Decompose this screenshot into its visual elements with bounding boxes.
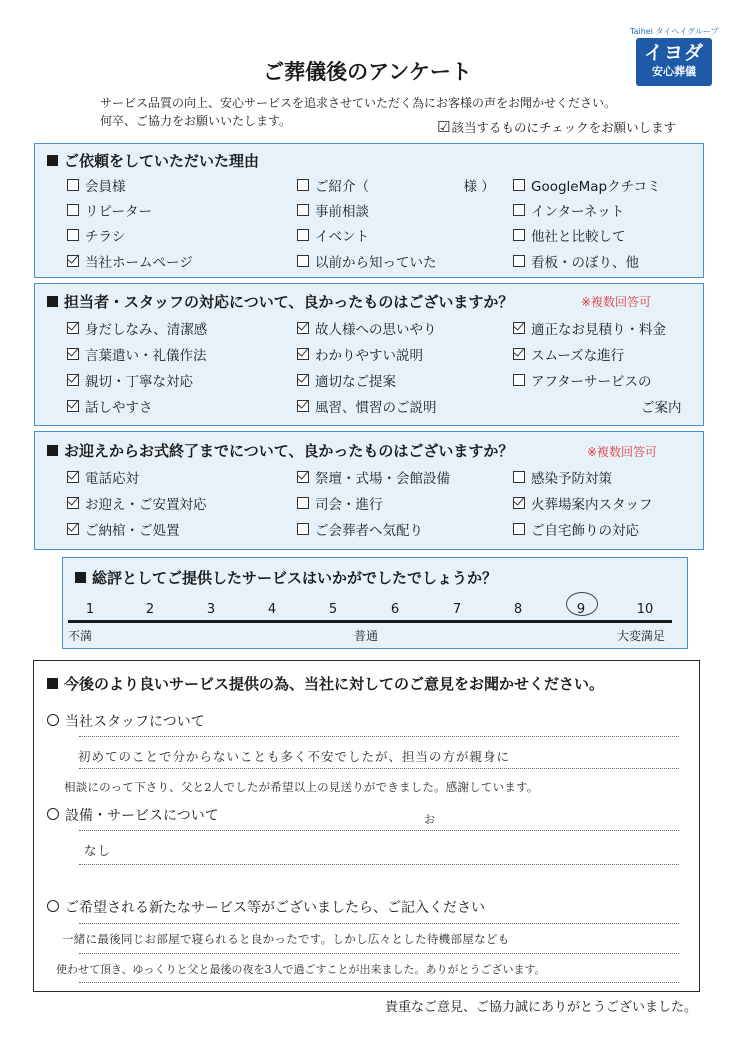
question-text: 設備・サービスについて <box>65 808 219 824</box>
rating-option[interactable]: 4 <box>267 602 277 617</box>
checkbox-icon[interactable] <box>297 255 309 267</box>
checkbox-icon[interactable] <box>297 400 309 412</box>
checkbox-icon[interactable] <box>67 204 79 216</box>
checkbox-label: イベント <box>315 229 369 245</box>
rating-option[interactable]: 5 <box>328 602 338 617</box>
checkbox-label: 故人様への思いやり <box>315 322 437 338</box>
checkbox-label: ご自宅飾りの対応 <box>531 523 639 539</box>
checkbox-item[interactable] <box>67 470 139 488</box>
checkbox-icon[interactable] <box>67 523 79 535</box>
checkbox-icon[interactable] <box>297 374 309 386</box>
rating-option[interactable]: 8 <box>513 602 523 617</box>
answer-line <box>79 736 679 737</box>
section-pickup-to-ceremony <box>34 431 704 550</box>
square-bullet-icon <box>47 296 58 307</box>
rating-option[interactable]: 3 <box>206 602 216 617</box>
rating-option[interactable]: 1 <box>85 602 95 617</box>
checkbox-label: 話しやすさ <box>85 400 153 416</box>
answer-line <box>79 768 679 769</box>
section-title-text: 総評としてご提供したサービスはいかがでしたでしょうか？ <box>92 569 498 587</box>
rating-option[interactable]: 6 <box>390 602 400 617</box>
handwritten-answer-services-1[interactable]: 一緒に最後同じお部屋で寝られると良かったです。しかし広々とした待機部屋なども <box>62 932 510 946</box>
checkbox-label: 言葉遣い・礼儀作法 <box>85 348 207 364</box>
checkbox-label: 適正なお見積り・料金 <box>531 322 666 338</box>
after-service-continuation: ご案内 <box>641 400 682 416</box>
intro-line-2: 何卒、ご協力をお願いいたします。 <box>100 114 292 128</box>
checkbox-icon[interactable] <box>513 229 525 241</box>
checkbox-icon[interactable] <box>67 471 79 483</box>
checkbox-icon[interactable] <box>67 179 79 191</box>
checkbox-icon[interactable] <box>67 255 79 267</box>
checkbox-item[interactable] <box>67 496 207 514</box>
checkbox-item[interactable] <box>513 470 612 488</box>
circle-bullet-icon <box>47 808 59 820</box>
checkbox-icon[interactable] <box>513 471 525 483</box>
checkbox-icon[interactable] <box>67 229 79 241</box>
checkbox-icon[interactable] <box>67 374 79 386</box>
checkbox-item[interactable] <box>513 203 624 221</box>
checkbox-label: わかりやすい説明 <box>315 348 423 364</box>
checkbox-label: 風習、慣習のご説明 <box>315 400 437 416</box>
handwritten-correction: お <box>424 813 436 826</box>
section-title <box>47 150 259 171</box>
checkbox-label: ご納棺・ご処置 <box>85 523 180 539</box>
rating-option[interactable]: 9 <box>576 602 586 617</box>
answer-line <box>79 982 679 983</box>
checkbox-item[interactable] <box>67 254 193 272</box>
page-title: ご葬儀後のアンケート <box>263 60 472 84</box>
square-bullet-icon <box>47 445 58 456</box>
checkbox-icon[interactable] <box>297 471 309 483</box>
answer-line <box>79 830 679 831</box>
square-bullet-icon <box>47 155 58 166</box>
checkbox-item[interactable] <box>513 522 639 540</box>
checkbox-item[interactable] <box>67 228 126 246</box>
handwritten-answer-staff-2[interactable]: 相談にのって下さり、父と2人でしたが希望以上の見送りができました。感謝しています。 <box>64 780 539 794</box>
checkbox-icon[interactable] <box>297 497 309 509</box>
answer-line <box>79 864 679 865</box>
checkbox-label: ご紹介（ 様 ） <box>315 179 495 195</box>
checkbox-label: 親切・丁寧な対応 <box>85 374 193 390</box>
rating-scale-line <box>68 620 672 623</box>
checkbox-icon[interactable] <box>67 348 79 360</box>
checkbox-item[interactable] <box>513 321 666 339</box>
checkbox-label: ご会葬者へ気配り <box>315 523 423 539</box>
scale-label-low: 不満 <box>68 629 93 643</box>
question-staff <box>47 711 205 731</box>
intro-line-1: サービス品質の向上、安心サービスを追求させていただく為にお客様の声をお聞かせください。 <box>100 96 617 110</box>
checkbox-item[interactable] <box>67 399 153 417</box>
checkbox-item[interactable] <box>297 228 369 246</box>
checkbox-item[interactable] <box>297 373 396 391</box>
checkbox-item[interactable] <box>297 522 423 540</box>
checkbox-item[interactable] <box>67 373 193 391</box>
section-title-text: 担当者・スタッフの対応について、良かったものはございますか？ <box>64 293 514 311</box>
checkbox-icon[interactable] <box>67 400 79 412</box>
square-bullet-icon <box>75 572 86 583</box>
handwritten-answer-services-2[interactable]: 使わせて頂き、ゆっくりと父と最後の夜を3人で過ごすことが出来ました。ありがとうございます。 <box>56 963 546 976</box>
checkbox-label: 看板・のぼり、他 <box>531 255 639 271</box>
checkbox-icon[interactable] <box>513 497 525 509</box>
opinion-title-text: 今後のより良いサービス提供の為、当社に対してのご意見をお聞かせください。 <box>64 675 605 693</box>
checkbox-item[interactable] <box>513 347 624 365</box>
checkbox-icon[interactable] <box>513 523 525 535</box>
checkbox-item[interactable] <box>513 178 661 196</box>
checkbox-item[interactable] <box>513 254 639 272</box>
section-staff-response <box>34 283 704 426</box>
checkbox-label: 感染予防対策 <box>531 471 612 487</box>
section-title <box>47 291 513 312</box>
checkbox-icon[interactable] <box>67 322 79 334</box>
checkbox-item[interactable] <box>297 254 437 272</box>
checkbox-icon[interactable] <box>67 497 79 509</box>
checkbox-label: 電話応対 <box>85 471 139 487</box>
answer-line <box>79 953 679 954</box>
check-instruction-text: 該当するものにチェックをお願いします <box>451 120 677 135</box>
scale-label-high: 大変満足 <box>617 629 666 643</box>
checkbox-icon[interactable] <box>513 374 525 386</box>
multiple-answer-note: ※複数回答可 <box>587 445 658 459</box>
question-text: ご希望される新たなサービス等がございましたら、ご記入ください <box>65 900 485 916</box>
checkbox-item[interactable] <box>513 496 653 514</box>
handwritten-answer-staff-1[interactable]: 初めてのことで分からないことも多く不安でしたが、担当の方が親身に <box>78 749 511 764</box>
checkbox-label: チラシ <box>85 229 126 245</box>
checkbox-icon[interactable] <box>297 229 309 241</box>
checkbox-label: 当社ホームページ <box>85 255 193 271</box>
circle-bullet-icon <box>47 714 59 726</box>
rating-option[interactable]: 10 <box>636 602 654 617</box>
checkbox-label: 事前相談 <box>315 204 369 220</box>
checkbox-label: 会員様 <box>85 179 126 195</box>
handwritten-answer-facilities[interactable]: なし <box>84 843 112 858</box>
checkbox-icon[interactable] <box>297 179 309 191</box>
checkbox-icon[interactable] <box>297 204 309 216</box>
checkbox-item[interactable] <box>513 228 626 246</box>
circle-bullet-icon <box>47 900 59 912</box>
logo-sub-text: 安心葬儀 <box>652 65 696 78</box>
opinion-title <box>47 673 604 694</box>
checkbox-label: GoogleMapクチコミ <box>531 179 661 195</box>
scale-label-mid: 普通 <box>354 629 379 643</box>
checkbox-item[interactable] <box>513 373 652 391</box>
checkbox-item[interactable] <box>67 347 207 365</box>
checkbox-item[interactable] <box>297 496 383 514</box>
checkbox-label: スムーズな進行 <box>531 348 625 364</box>
checkbox-label: 火葬場案内スタッフ <box>531 497 653 513</box>
selected-rating-circle <box>566 592 598 616</box>
question-facilities <box>47 805 219 825</box>
checkbox-item[interactable] <box>297 399 437 417</box>
checkbox-label: 適切なご提案 <box>315 374 396 390</box>
checkbox-item[interactable] <box>297 321 437 339</box>
logo-main-text: イヨダ <box>643 42 704 64</box>
checkbox-label: インターネット <box>531 204 625 220</box>
section-request-reason <box>34 143 704 278</box>
checkbox-item[interactable] <box>297 178 495 196</box>
check-instruction <box>437 118 676 136</box>
checkbox-item[interactable] <box>67 178 126 196</box>
question-text: 当社スタッフについて <box>65 714 205 730</box>
section-title-text: ご依頼をしていただいた理由 <box>64 152 260 170</box>
rating-option[interactable]: 7 <box>452 602 462 617</box>
checkbox-icon[interactable] <box>513 322 525 334</box>
checkbox-item[interactable] <box>297 203 369 221</box>
thank-you-note: 貴重なご意見、ご協力誠にありがとうございました。 <box>384 1000 697 1015</box>
checkbox-item[interactable] <box>67 203 152 221</box>
checkbox-label: 身だしなみ、清潔感 <box>85 322 208 338</box>
checkbox-label: お迎え・ご安置対応 <box>85 497 207 513</box>
checkbox-icon[interactable] <box>297 348 309 360</box>
checkbox-icon[interactable] <box>513 179 525 191</box>
checkbox-icon[interactable] <box>297 523 309 535</box>
checkmark-icon: ☑ <box>437 118 451 136</box>
answer-line <box>79 923 679 924</box>
section-title-text: お迎えからお式終了までについて、良かったものはございますか？ <box>64 442 514 460</box>
section-title <box>75 567 497 588</box>
checkbox-label: リピーター <box>85 204 152 220</box>
checkbox-icon[interactable] <box>297 322 309 334</box>
checkbox-label: アフターサービスの <box>531 374 652 390</box>
checkbox-icon[interactable] <box>513 204 525 216</box>
brand-tagline: Taihei タイヘイグループ <box>630 27 719 36</box>
checkbox-item[interactable] <box>297 470 450 488</box>
checkbox-label: 他社と比較して <box>531 229 626 245</box>
checkbox-icon[interactable] <box>513 348 525 360</box>
question-new-services <box>47 897 485 917</box>
checkbox-icon[interactable] <box>513 255 525 267</box>
square-bullet-icon <box>47 678 58 689</box>
section-title <box>47 440 513 461</box>
checkbox-item[interactable] <box>67 321 207 339</box>
rating-option[interactable]: 2 <box>145 602 155 617</box>
checkbox-label: 司会・進行 <box>315 497 383 513</box>
multiple-answer-note: ※複数回答可 <box>581 295 652 309</box>
checkbox-item[interactable] <box>67 522 180 540</box>
checkbox-label: 以前から知っていた <box>315 255 437 271</box>
opinion-section <box>33 660 700 992</box>
checkbox-item[interactable] <box>297 347 423 365</box>
checkbox-label: 祭壇・式場・会館設備 <box>315 471 450 487</box>
